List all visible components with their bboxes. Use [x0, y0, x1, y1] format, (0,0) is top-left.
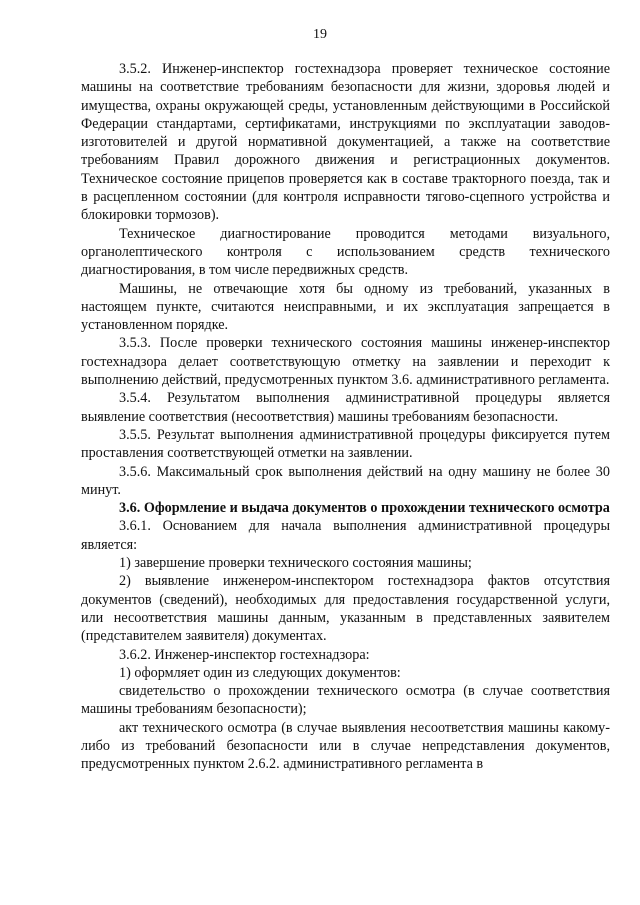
paragraph-inspection-act: акт технического осмотра (в случае выявления несоответствия машины какому-либо из требований безопасности или в случае непредставления документов, предусмотренных пунктом 2.6.2. административного регламента в — [81, 719, 610, 773]
paragraph-3-5-6: 3.5.6. Максимальный срок выполнения действий на одну машину не более 30 минут. — [81, 463, 610, 498]
paragraph-3-5-3: 3.5.3. После проверки технического состояния машины инженер-инспектор гостехнадзора делает соответствующую отметку на заявлении и переходит к выполнению действий, предусмотренных пунктом 3.6. административного регламента. — [81, 335, 610, 389]
paragraph-certificate: свидетельство о прохождении технического осмотра (в случае соответствия машины требованиям безопасности); — [81, 683, 610, 718]
list-item-1: 1) завершение проверки технического состояния машины; — [119, 555, 472, 572]
paragraph-faulty-machines: Машины, не отвечающие хотя бы одному из требований, указанных в настоящем пункте, считаются неисправными, и их эксплуатация запрещается в установленном порядке. — [81, 280, 610, 334]
paragraph-3-5-5: 3.5.5. Результат выполнения административной процедуры фиксируется путем проставления соответствующей отметки на заявлении. — [81, 426, 610, 462]
list-item-2: 2) выявление инженером-инспектором гостехнадзора фактов отсутствия документов (сведений), необходимых для предоставления государственной услуги, или несоответствия машины данным, указанным в представленных заявителем (представителем заявителя) документах. — [81, 573, 610, 645]
list-item-issue-documents: 1) оформляет один из следующих документов: — [119, 664, 401, 681]
section-heading-3-6: 3.6. Оформление и выдача документов о прохождении технического осмотра — [119, 500, 610, 517]
paragraph-diagnostics: Техническое диагностирование проводится методами визуального, органолептического контроля с использованием средств технического диагностирования, в том числе передвижных средств. — [81, 225, 610, 279]
paragraph-3-5-2: 3.5.2. Инженер-инспектор гостехнадзора проверяет техническое состояние машины на соответствие требованиям безопасности для жизни, здоровья людей и имущества, охраны окружающей среды, установленным действующими в Российской Федерации стандартами, сертификатами, инструкциями по эксплуатации заводов-изготовителей и другой нормативной документацией, а также на соответствие требованиям Правил дорожного движения и регистрационных документов. Техническое состояние прицепов проверяется как в составе тракторного поезда, так и в расцепленном состоянии (для контроля исправности тягово-сцепного устройства и блокировки тормозов). — [81, 61, 610, 224]
page-number: 19 — [313, 27, 327, 42]
paragraph-3-6-1: 3.6.1. Основанием для начала выполнения административной процедуры является: — [81, 518, 610, 553]
paragraph-3-5-4: 3.5.4. Результатом выполнения административной процедуры является выявление соответствия (несоответствия) машины требованиям безопасности. — [81, 390, 610, 425]
paragraph-3-6-2: 3.6.2. Инженер-инспектор гостехнадзора: — [119, 646, 370, 663]
document-body — [81, 60, 610, 774]
